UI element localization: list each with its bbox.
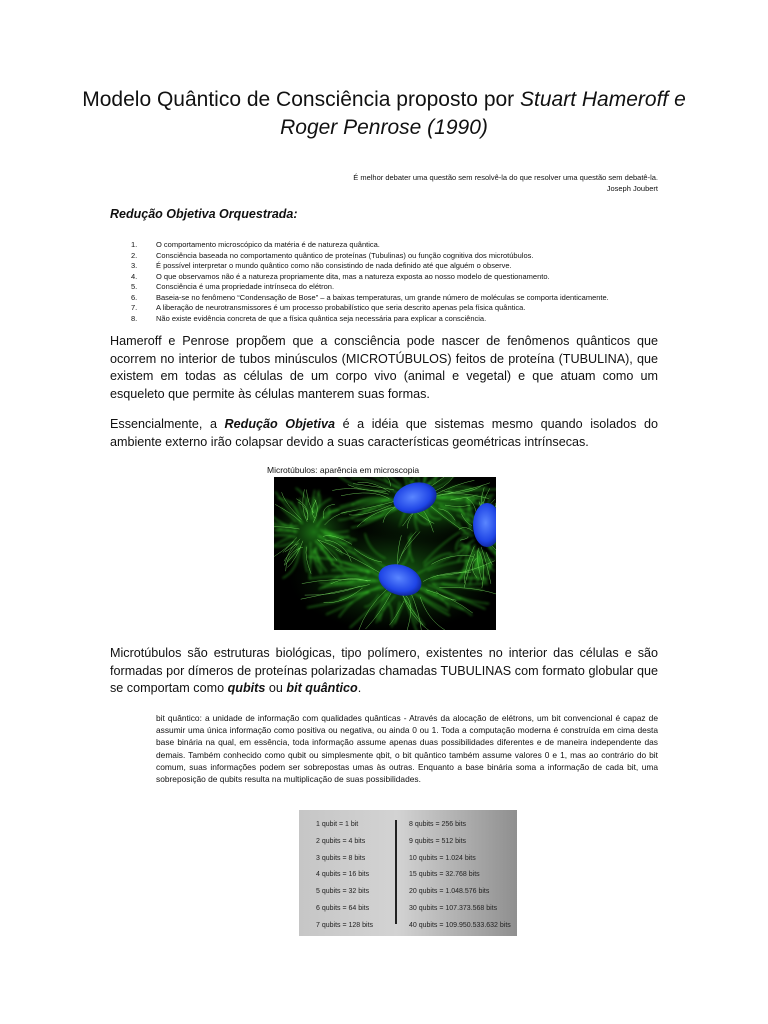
list-number: 7. (131, 303, 138, 312)
epigraph-author: Joseph Joubert (606, 184, 658, 193)
list-item (110, 272, 670, 283)
list-text: Consciência baseada no comportamento quântico de proteínas (Tubulinas) ou função cognitiva dos microtúbulos. (156, 250, 534, 260)
paragraph-objective-reduction (110, 416, 658, 451)
list-item (110, 240, 670, 251)
list-item (110, 261, 670, 272)
qubit-entry: 30 qubits = 107.373.568 bits (409, 904, 498, 912)
list-number: 5. (131, 282, 138, 291)
paragraph-text: Microtúbulos são estruturas biológicas, tipo polímero, existentes no interior das células e são formadas por dímeros de proteínas polarizadas chamadas TUBULINAS com formato globular que se comportam como (110, 646, 658, 695)
qubit-entry: 7 qubits = 128 bits (316, 921, 374, 929)
qubit-table (299, 810, 517, 936)
title-part-1: Modelo Quântico de Consciência proposto por (82, 88, 521, 111)
list-text: O comportamento microscópico da matéria é de natureza quântica. (156, 240, 380, 249)
emphasis-term: bit quântico (286, 681, 358, 695)
table-divider (395, 820, 397, 924)
image-caption: Microtúbulos: aparência em microscopia (267, 465, 420, 475)
list-item (110, 303, 670, 314)
qubit-entry: 8 qubits = 256 bits (409, 821, 467, 828)
qubit-entry: 4 qubits = 16 bits (316, 871, 370, 879)
section-heading: Redução Objetiva Orquestrada: (110, 207, 298, 221)
list-number: 8. (131, 313, 138, 323)
list-text: Não existe evidência concreta de que a física quântica seja necessária para explicar a consciência. (156, 313, 487, 323)
micrograph-image (274, 477, 496, 630)
title-part-2: Stuart Hameroff e Roger Penrose (1990) (280, 88, 686, 139)
qubit-entry: 40 qubits = 109.950.533.632 bits (409, 921, 511, 929)
qubit-entry: 3 qubits = 8 bits (316, 854, 366, 862)
qubit-entry: 1 qubit = 1 bit (316, 821, 359, 828)
qubit-entry: 2 qubits = 4 bits (316, 837, 366, 845)
list-text: A liberação de neurotransmissores é um processo probabilístico que seria descrito apenas pela física quântica. (156, 303, 526, 312)
paragraph-text: . (357, 681, 362, 695)
paragraph-text: é a idéia que sistemas mesmo quando isolados do ambiente externo irão colapsar devido a suas características geométricas intrínsecas. (110, 417, 658, 449)
qubit-entry: 10 qubits = 1.024 bits (409, 854, 476, 862)
list-number: 6. (131, 292, 138, 302)
microtubules-micrograph (274, 477, 496, 630)
paragraph-microtubules (110, 645, 658, 698)
emphasis-term: qubits (227, 681, 266, 695)
numbered-list (110, 240, 670, 324)
emphasis-term: Redução Objetiva (224, 417, 335, 431)
list-text: O que observamos não é a natureza propriamente dita, mas a natureza exposta ao nosso modelo de questionamento. (156, 271, 550, 281)
list-text: É possível interpretar o mundo quântico como não consistindo de nada definido até que alguém o observe. (156, 261, 512, 270)
epigraph (238, 172, 658, 194)
list-item (110, 282, 670, 293)
qubit-definition: bit quântico: a unidade de informação com qualidades quânticas - Através da alocação de elétrons, um bit convencional é capaz de assumir uma única informação como positiva ou negativa, ou ainda 0 ou 1. Toda a computação moderna é construída em cima desta base binária na qual, em essência, toda informação assume apenas duas possibilidades diferentes e de maneira independente das demais. Também conhecido como qubit ou simplesmente qbit, o bit quântico também assume valores 0 e 1, mas ao contrário do bit comum, suas informações podem ser sobrepostas umas às outras. Enquanto a base binária soma a informação de cada bit, uma sobreposição de qubits resulta na multiplicação de suas possibilidades. (156, 713, 658, 785)
list-item (110, 293, 670, 304)
paragraph-text: ou (265, 681, 287, 695)
list-number: 2. (131, 250, 138, 260)
list-item (110, 251, 670, 262)
paragraph-hameroff-penrose: Hameroff e Penrose propõem que a consciência pode nascer de fenômenos quânticos que ocorrem no interior de tubos minúsculos (MICROTÚBULOS) feitos de proteína (TUBULINA), que existem em todas as células de um corpo vivo (animal e vegetal) e que atuam como um esqueleto que permite às células manterem suas formas. (110, 334, 658, 401)
qubit-entry: 20 qubits = 1.048.576 bits (409, 888, 490, 896)
list-number: 3. (131, 261, 138, 270)
qubit-entry: 5 qubits = 32 bits (316, 888, 370, 896)
list-number: 1. (131, 240, 138, 249)
qubit-column-right (409, 820, 511, 938)
list-text: Baseia-se no fenômeno “Condensação de Bose” – a baixas temperaturas, um grande número de moléculas se comporta identicamente. (156, 292, 609, 302)
list-item (110, 314, 670, 325)
qubit-entry: 9 qubits = 512 bits (409, 837, 467, 845)
qubit-entry: 15 qubits = 32.768 bits (409, 871, 480, 879)
list-text: Consciência é uma propriedade intrínseca do elétron. (156, 282, 335, 291)
paragraph-text: Essencialmente, a (110, 417, 225, 431)
qubit-entry: 6 qubits = 64 bits (316, 904, 370, 912)
epigraph-quote: É melhor debater uma questão sem resolvê-la do que resolver uma questão sem debatê-la. (353, 173, 658, 182)
qubit-column-left (316, 820, 373, 938)
page-title (80, 86, 688, 142)
list-number: 4. (131, 271, 138, 281)
